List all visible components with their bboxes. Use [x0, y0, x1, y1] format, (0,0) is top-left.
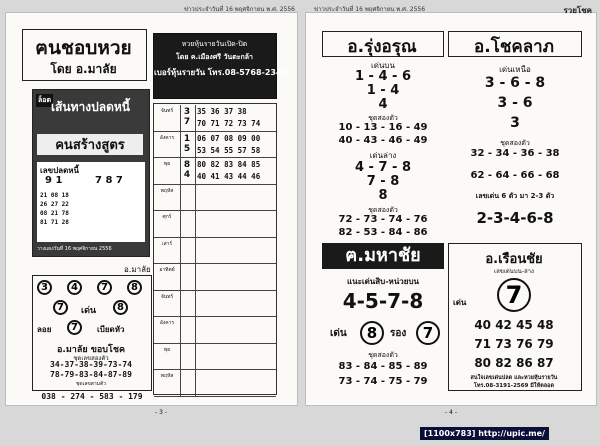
circles-label: อ.มาลัย [124, 265, 151, 274]
watermark-text[interactable]: [1100x783] http://upic.me/ [420, 427, 549, 440]
grid-row [154, 185, 276, 212]
maha-title: ฅ.มหาชัย [322, 243, 444, 269]
ruen-panel [448, 243, 582, 391]
bottom-sub2: ชุดเลขสามตัว [75, 381, 107, 387]
grid-separator [180, 264, 181, 291]
grid-date: อังคาร [159, 320, 175, 326]
grid-values: 80 82 83 84 85 [197, 160, 261, 169]
ruen-contact2: โทร.08-3191-2569 มีให้ตลอด [473, 383, 555, 389]
circle-num-2: 4 [67, 280, 82, 295]
left-page [5, 6, 298, 416]
loy-label: ลอย [37, 325, 52, 334]
magazine-note: วางแผงวันที่ 16 พฤศจิกายน 2556 [37, 246, 112, 252]
grid-separator [180, 105, 181, 132]
calc-line-4: 81 71 28 [40, 219, 69, 226]
rung-label-pair: ชุดสองตัว [368, 114, 398, 122]
column-title: ฅนชอบหวย [35, 37, 132, 59]
rung-low1: 4 - 7 - 8 [354, 160, 412, 175]
rung-top3: 4 [378, 97, 388, 112]
maha-sub: แนะเด่นสิบ-หน่วยบน [346, 277, 420, 286]
bottom-line1: 34-37-38-39-73-74 [50, 360, 132, 369]
grid-date: อาทิตย์ [159, 267, 175, 273]
circle-num-1: 3 [37, 280, 52, 295]
chok-top2: 3 - 6 [497, 95, 533, 111]
calc-title: เลขปลดหนี้ [40, 166, 80, 175]
grid-row [154, 211, 276, 238]
maha-row2: 73 - 74 - 75 - 79 [338, 376, 428, 387]
grid-separator [180, 211, 181, 238]
grid-row [154, 264, 276, 291]
grid-center: 8 4 [183, 160, 191, 180]
ruen-row1: 40 42 45 48 [474, 318, 554, 332]
circle-num-3: 7 [97, 280, 112, 295]
column-byline: โดย อ.มาลัย [50, 62, 117, 76]
grid-separator [195, 132, 196, 159]
magazine-subtitle: คนสร้างสูตร [37, 134, 143, 155]
magazine-cover [32, 89, 150, 257]
rung-top1: 1 - 4 - 6 [354, 69, 412, 84]
rung-title: อ.รุ่งอรุณ [347, 37, 417, 57]
circle-num-7: 7 [67, 320, 82, 335]
circle-num-5: 7 [53, 300, 68, 315]
grid-values: 06 07 08 09 00 [197, 133, 261, 143]
grid-separator [195, 344, 196, 371]
grid-row [154, 370, 276, 397]
grid-separator [195, 317, 196, 344]
rung-pairs2: 40 - 43 - 46 - 49 [338, 135, 428, 146]
maha-rong: รอง [390, 328, 407, 339]
grid-row [154, 291, 276, 318]
rung-label-pair2: ชุดสองตัว [368, 206, 398, 214]
circles-box [32, 275, 152, 391]
calc-row1: 9 1 [45, 175, 63, 186]
left-page-number: - 3 - [155, 409, 167, 416]
right-header-title: รวยโชค [563, 6, 592, 15]
circle-num-6: 8 [113, 300, 128, 315]
rung-pairs1: 10 - 13 - 16 - 49 [338, 122, 428, 133]
grid-date: พุธ [163, 161, 171, 167]
ruen-den: เด่น [453, 298, 467, 307]
ruen-title: อ.เรือนชัย [485, 252, 543, 267]
footer-bar [0, 422, 600, 446]
grid-separator [180, 185, 181, 212]
ruen-contact1: สนใจเลขเด่นปลด และหวยหุ้นรายวัน [470, 375, 558, 381]
grid-values: 40 41 43 44 46 [197, 172, 261, 181]
chok-pairs2: 62 - 64 - 66 - 68 [470, 170, 560, 181]
grid-row [154, 238, 276, 265]
bottom-line2: 78-79-83-84-87-89 [50, 370, 132, 379]
chok-top3: 3 [510, 115, 520, 131]
left-header: ข่าวประจำวันที่ 16 พฤศจิกายน พ.ศ. 2556 [183, 6, 295, 13]
grid-row [154, 105, 276, 132]
grid-date: พฤหัส [160, 187, 174, 194]
chok-top1: 3 - 6 - 8 [484, 75, 546, 91]
calc-line-3: 08 21 78 [40, 210, 69, 217]
grid-separator [195, 238, 196, 265]
rung-pairs3: 72 - 73 - 74 - 76 [338, 214, 428, 225]
grid-row [154, 158, 276, 185]
grid-values: 35 36 37 38 [197, 107, 247, 116]
bottom-sub: ชุดเลขสองตัว [73, 355, 109, 362]
maha-label-pair: ชุดสองตัว [368, 351, 398, 359]
chok-label-pair: ชุดสองตัว [500, 139, 530, 147]
ruen-big-circle: 7 [497, 278, 531, 312]
grid-row [154, 132, 276, 159]
grid-separator [180, 238, 181, 265]
promo-line1: หวยหุ้นรายวันเปิด-ปิด [181, 40, 248, 48]
grid-values: 70 71 72 73 74 [197, 119, 261, 128]
maha-main: 4-5-7-8 [342, 289, 424, 313]
grid-date: พุธ [163, 346, 171, 353]
ruen-sub: เลขเด่นบน-ล่าง [494, 268, 534, 275]
grid-row [154, 344, 276, 371]
grid-date: พฤหัส [160, 373, 174, 379]
calc-line-2: 26 27 22 [40, 201, 69, 208]
grid-date: จันทร์ [160, 108, 174, 114]
magazine-calc-panel [37, 162, 145, 242]
rung-pairs4: 82 - 53 - 84 - 86 [338, 227, 428, 238]
grid-separator [195, 185, 196, 212]
maha-den: เด่น [330, 328, 347, 339]
ruen-row2: 71 73 76 79 [474, 337, 554, 351]
rung-top2: 1 - 4 [366, 83, 400, 98]
rung-label-bon: เด่นบน [371, 61, 395, 70]
grid-center: 3 7 [183, 107, 191, 127]
grid-separator [180, 344, 181, 371]
grid-date: ศุกร์ [162, 214, 172, 220]
number-grid [153, 103, 277, 395]
grid-separator [180, 370, 181, 397]
grid-separator [195, 211, 196, 238]
calc-row2: 7 8 7 [95, 175, 123, 186]
chok-pairs1: 32 - 34 - 36 - 38 [470, 148, 560, 159]
grid-values: 53 54 55 57 58 [197, 145, 261, 155]
grid-separator [195, 291, 196, 318]
grid-separator [195, 105, 196, 132]
grid-separator [180, 132, 181, 159]
bottom-line3: 038 - 274 - 583 - 179 [41, 392, 143, 401]
yiap-label: เบียดหัว [97, 325, 125, 334]
rung-low2: 7 - 8 [366, 174, 400, 189]
grid-separator [195, 158, 196, 185]
right-page-number: - 4 - [445, 409, 457, 416]
maha-panel [322, 243, 444, 391]
chok-label-note: เลขเด่น 6 ตัว มา 2-3 ตัว [475, 192, 555, 200]
maha-circle-2: 7 [416, 321, 440, 345]
grid-separator [180, 291, 181, 318]
mid-label: เด่น [81, 306, 97, 316]
grid-date: อังคาร [159, 134, 175, 141]
grid-date: จันทร์ [160, 293, 174, 300]
chok-title: อ.โชคลาภ [474, 37, 554, 57]
promo-line3: เบอร์หุ้นรายวัน โทร.08-5768-2342 [154, 68, 288, 77]
ruen-row3: 80 82 86 87 [474, 356, 554, 370]
promo-box [153, 33, 288, 99]
title-box [22, 29, 147, 81]
maha-circle-1: 8 [360, 321, 384, 345]
magazine-title: เส้นทางปลดหนี้ [51, 100, 131, 114]
chok-label-nua: เด่นเหนือ [499, 65, 531, 74]
grid-separator [195, 370, 196, 397]
right-header-date: ข่าวประจำวันที่ 16 พฤศจิกายน พ.ศ. 2556 [314, 6, 426, 13]
rung-low3: 8 [378, 188, 388, 203]
chok-title-box [448, 31, 582, 57]
grid-center: 1 5 [183, 133, 191, 154]
maha-row1: 83 - 84 - 85 - 89 [338, 361, 428, 372]
grid-date: เสาร์ [161, 240, 173, 247]
grid-row [154, 317, 276, 344]
magazine-badge: ล็อต [36, 94, 53, 107]
rung-title-box [322, 31, 444, 57]
calc-line-1: 21 08 18 [40, 192, 69, 199]
circle-num-4: 8 [127, 280, 142, 295]
grid-separator [180, 317, 181, 344]
promo-line2: โดย ค.เมืองศรี วันตะกล้า [176, 53, 253, 61]
grid-separator [180, 158, 181, 185]
bottom-name: อ.มาลัย ขอบโชค [57, 345, 125, 355]
grid-separator [195, 264, 196, 291]
rung-label-lang: เด่นล่าง [369, 151, 397, 160]
chok-seq: 2-3-4-6-8 [476, 209, 554, 227]
right-page [305, 6, 597, 416]
